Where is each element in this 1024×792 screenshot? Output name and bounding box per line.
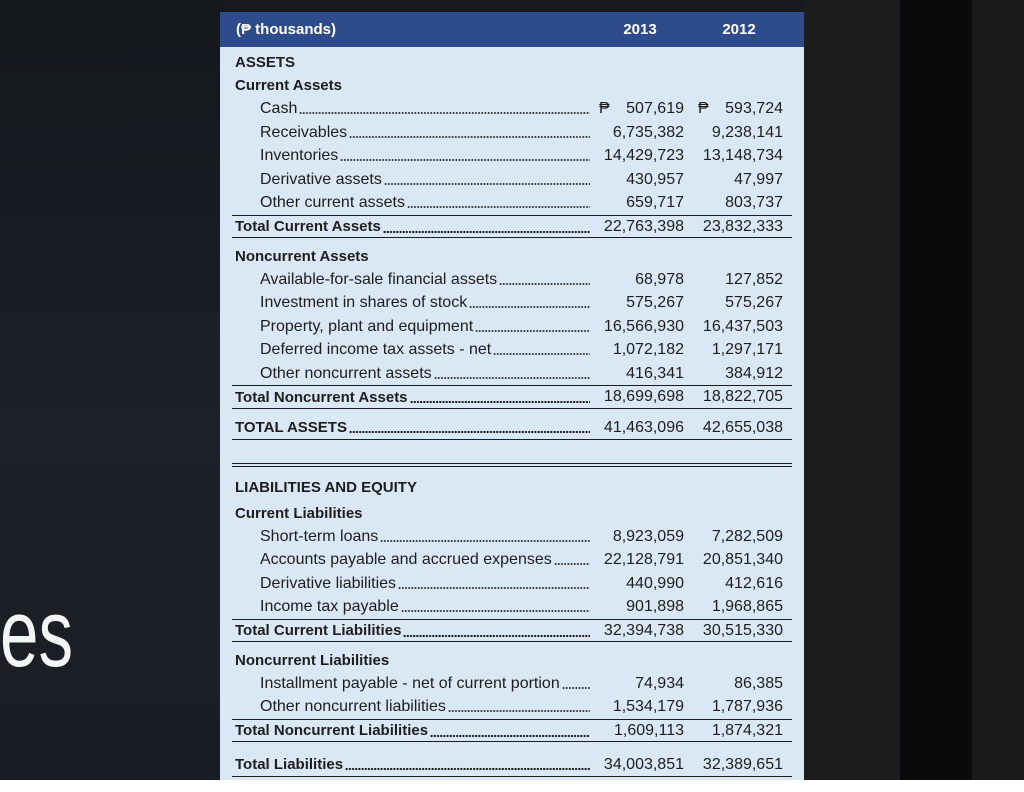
row-derivative-assets (232, 168, 792, 192)
row-label: Receivables (260, 123, 348, 141)
row-label: Total Liabilities (235, 756, 344, 773)
value-2013: 41,463,096 (603, 418, 684, 436)
amount: 593,724 (725, 100, 783, 117)
row-label: TOTAL ASSETS (235, 419, 347, 436)
value-2012: 803,737 (725, 194, 783, 211)
row-income-tax-payable (232, 595, 792, 619)
row-label-cell (232, 121, 592, 145)
leader-dots (349, 416, 590, 439)
slide-background-right (804, 0, 900, 780)
value-2012: 18,822,705 (702, 388, 783, 405)
slide-background-far-right (972, 0, 1024, 780)
value-2013: 440,990 (626, 574, 684, 592)
leader-dots (340, 144, 590, 168)
row-label: Inventories (260, 147, 339, 164)
leader-dots (407, 191, 590, 215)
row-label: Derivative assets (260, 170, 382, 188)
value-2012: 32,389,651 (702, 755, 783, 773)
row-label-cell (232, 672, 592, 696)
bottom-white-strip (0, 780, 1024, 792)
value-2012: 30,515,330 (702, 621, 783, 639)
row-total-current-liabilities (232, 619, 792, 643)
row-label: Available-for-sale financial assets (260, 270, 498, 288)
value-2012: 127,852 (725, 270, 783, 288)
row-inventories (232, 144, 792, 168)
current-liabilities-heading: Current Liabilities (235, 504, 363, 522)
value-2013: 74,934 (635, 674, 684, 692)
leader-dots (401, 595, 590, 619)
value-2013: 68,978 (635, 270, 684, 288)
value-2013: 18,699,698 (603, 388, 684, 405)
row-total-assets (232, 416, 792, 440)
value-2012 (695, 97, 783, 121)
row-receivables (232, 121, 792, 145)
row-label-cell (232, 291, 592, 315)
leader-dots (434, 362, 590, 386)
year-2013-header: 2013 (623, 21, 657, 38)
row-label: Short-term loans (260, 527, 379, 545)
value-2012: 1,968,865 (711, 598, 783, 615)
row-other-noncurrent-liabilities (232, 695, 792, 719)
row-investment-in-shares (232, 291, 792, 315)
row-available-for-sale-assets (232, 268, 792, 292)
row-total-noncurrent-assets (232, 385, 792, 409)
row-label: Accounts payable and accrued expenses (260, 551, 552, 568)
row-label: Other noncurrent assets (260, 364, 432, 382)
row-total-current-assets (232, 215, 792, 239)
amount: 507,619 (626, 100, 684, 117)
value-2013: 1,609,113 (614, 721, 684, 739)
table-body (220, 47, 804, 777)
leader-dots (410, 386, 590, 408)
row-cash (232, 97, 792, 121)
value-2013: 8,923,059 (612, 527, 684, 545)
row-other-current-assets (232, 191, 792, 215)
value-2013: 32,394,738 (603, 621, 684, 639)
leader-dots (475, 315, 590, 339)
peso-sign: ₱ (698, 100, 709, 117)
slide-title-fragment: es (0, 580, 74, 687)
value-2012: 23,832,333 (702, 217, 783, 235)
balance-sheet-panel (220, 12, 804, 780)
value-2013: 575,267 (626, 294, 684, 311)
unit-label: (₱ thousands) (236, 21, 336, 38)
leader-dots (299, 97, 590, 121)
row-label-cell (232, 338, 592, 362)
row-label-cell (232, 97, 592, 121)
current-assets-heading: Current Assets (235, 77, 342, 94)
leader-dots (383, 216, 590, 238)
leader-dots (384, 168, 590, 192)
value-2013: 16,566,930 (603, 317, 684, 335)
row-label: Income tax payable (260, 598, 399, 615)
row-label-cell (232, 216, 592, 238)
leader-dots (554, 548, 590, 572)
value-2013: 901,898 (626, 598, 684, 615)
row-label: Investment in shares of stock (260, 294, 468, 311)
row-accounts-payable (232, 548, 792, 572)
row-label: Installment payable - net of current portion (260, 674, 560, 692)
value-2013: 416,341 (626, 364, 684, 382)
slide-background-top (222, 0, 804, 12)
value-2012: 384,912 (725, 364, 783, 382)
liabilities-equity-heading: LIABILITIES AND EQUITY (235, 478, 417, 496)
row-label-cell (232, 168, 592, 192)
value-2012: 16,437,503 (702, 317, 783, 335)
table-header-bar (220, 12, 804, 47)
row-label-cell (232, 315, 592, 339)
row-label-cell (232, 595, 592, 619)
assets-heading: ASSETS (235, 53, 296, 71)
row-label: Property, plant and equipment (260, 317, 474, 335)
noncurrent-assets-heading: Noncurrent Assets (235, 247, 369, 265)
value-2013 (596, 97, 684, 121)
value-2013: 14,429,723 (603, 147, 684, 164)
row-short-term-loans (232, 525, 792, 549)
value-2012: 9,238,141 (711, 123, 783, 141)
leader-dots (345, 753, 590, 776)
leader-dots (493, 338, 590, 362)
value-2012: 7,282,509 (711, 527, 783, 545)
value-2012: 412,616 (725, 574, 783, 592)
row-label-cell (232, 191, 592, 215)
value-2013: 1,072,182 (612, 341, 684, 358)
leader-dots (499, 268, 590, 292)
noncurrent-liabilities-heading: Noncurrent Liabilities (235, 651, 390, 669)
row-label: Other noncurrent liabilities (260, 698, 446, 715)
row-label-cell (232, 753, 592, 776)
value-2012: 1,297,171 (711, 341, 783, 358)
row-total-liabilities (232, 753, 792, 777)
row-property-plant-equipment (232, 315, 792, 339)
leader-dots (380, 525, 590, 549)
peso-sign: ₱ (599, 100, 610, 117)
row-deferred-income-tax-assets (232, 338, 792, 362)
value-2013: 22,763,398 (603, 217, 684, 235)
leader-dots (403, 620, 590, 642)
row-label-cell (232, 548, 592, 572)
value-2013: 659,717 (626, 194, 684, 211)
year-2012-header: 2012 (722, 21, 756, 38)
value-2013: 430,957 (626, 170, 684, 188)
dark-vertical-band (900, 0, 972, 780)
value-2012: 1,787,936 (711, 698, 783, 715)
leader-dots (398, 572, 590, 596)
leader-dots (562, 672, 590, 696)
row-label: Derivative liabilities (260, 574, 397, 592)
row-label: Deferred income tax assets - net (260, 341, 492, 358)
value-2012: 575,267 (725, 294, 783, 311)
row-label: Total Current Assets (235, 218, 381, 235)
row-label: Cash (260, 100, 298, 117)
leader-dots (349, 121, 590, 145)
row-label-cell (232, 695, 592, 719)
value-2012: 42,655,038 (702, 418, 783, 436)
value-2012: 13,148,734 (702, 147, 783, 164)
value-2013: 22,128,791 (603, 551, 684, 568)
row-label: Other current assets (260, 194, 405, 211)
section-divider-double-rule (232, 463, 792, 467)
row-installment-payable (232, 672, 792, 696)
header-label-cell (232, 12, 592, 47)
row-label-cell (232, 525, 592, 549)
row-label-cell (232, 268, 592, 292)
row-label-cell (232, 416, 592, 439)
value-2013: 34,003,851 (603, 755, 684, 773)
leader-dots (469, 291, 590, 315)
row-total-noncurrent-liabilities (232, 719, 792, 743)
row-label: Total Noncurrent Assets (235, 388, 408, 406)
row-label: Total Noncurrent Liabilities (235, 722, 429, 739)
row-label-cell (232, 620, 592, 642)
row-label-cell (232, 362, 592, 386)
value-2012: 1,874,321 (711, 721, 783, 739)
value-2013: 1,534,179 (612, 698, 684, 715)
leader-dots (430, 720, 590, 742)
value-2012: 86,385 (734, 674, 783, 692)
row-label-cell (232, 386, 592, 408)
leader-dots (448, 695, 590, 719)
value-2012: 47,997 (734, 170, 783, 188)
row-other-noncurrent-assets (232, 362, 792, 386)
row-label: Total Current Liabilities (235, 622, 402, 639)
row-label-cell (232, 720, 592, 742)
row-derivative-liabilities (232, 572, 792, 596)
value-2012: 20,851,340 (702, 551, 783, 568)
value-2013: 6,735,382 (612, 123, 684, 141)
row-label-cell (232, 572, 592, 596)
row-label-cell (232, 144, 592, 168)
